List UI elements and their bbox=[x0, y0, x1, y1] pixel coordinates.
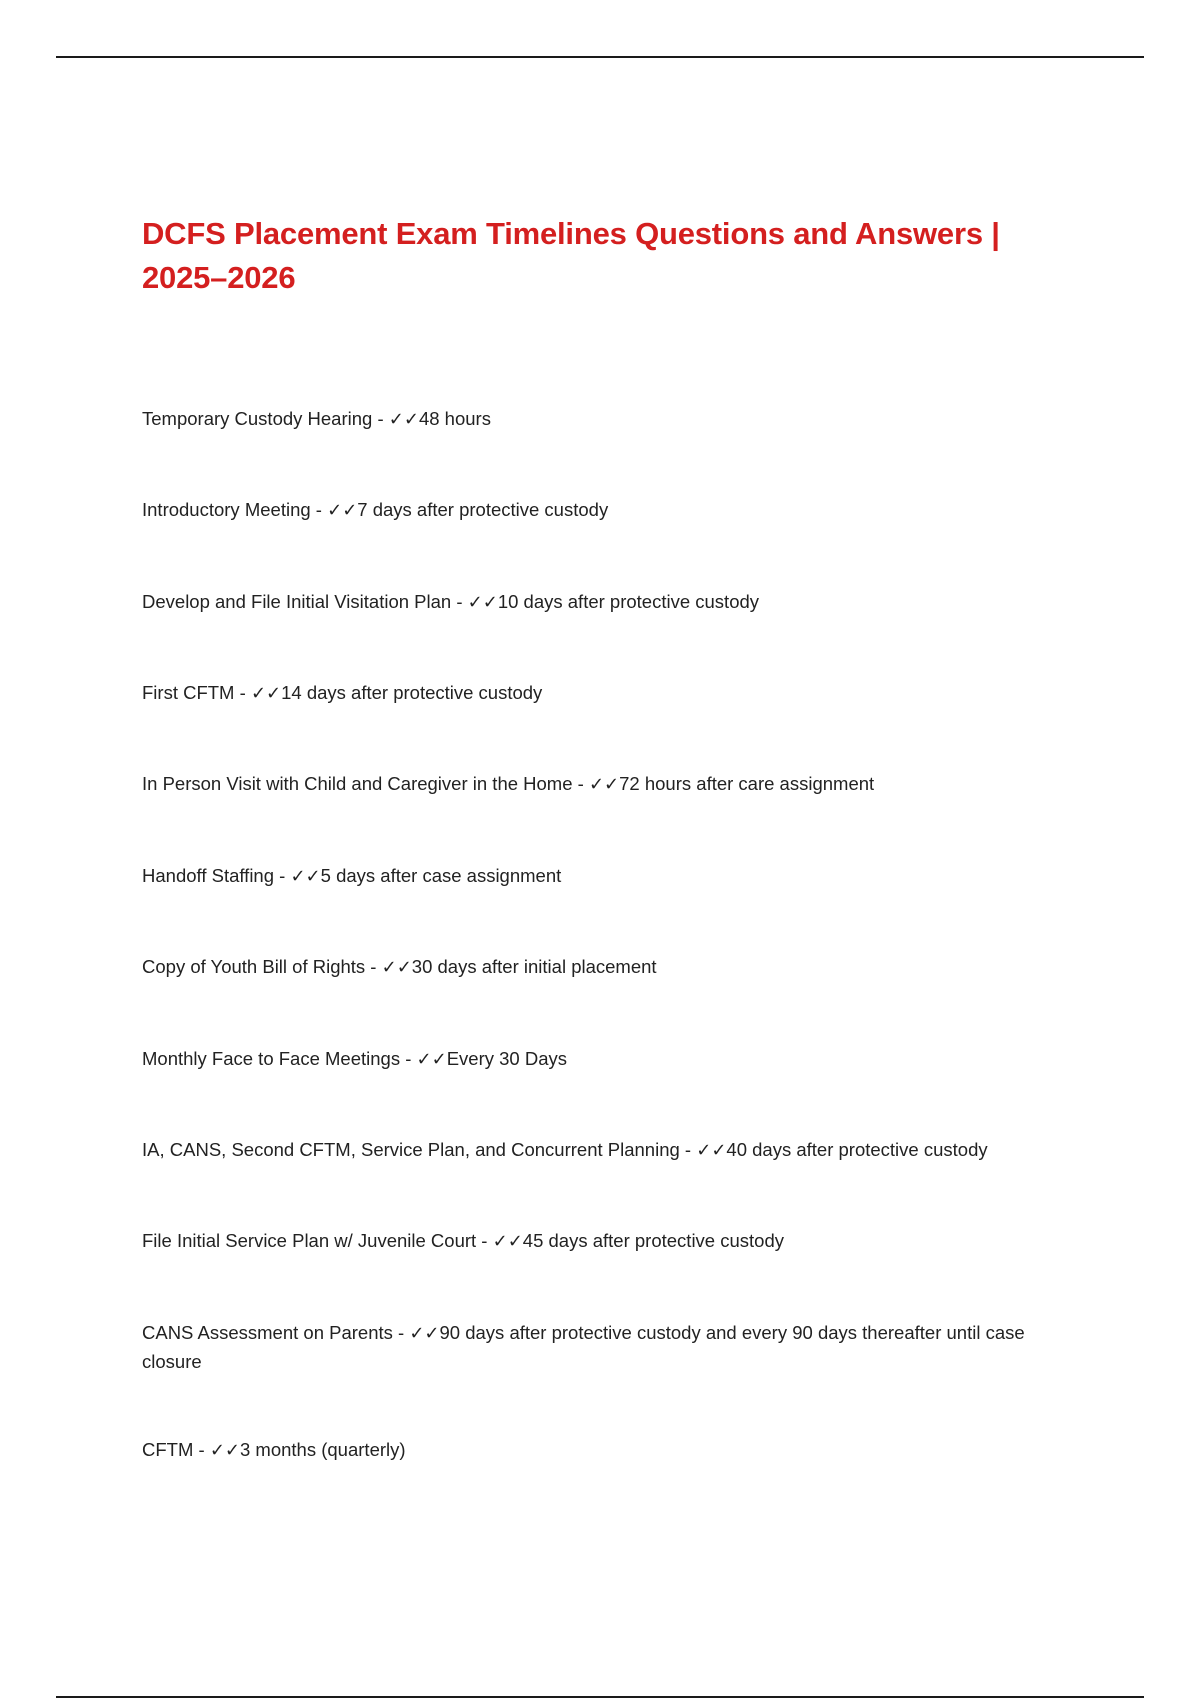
separator: - bbox=[310, 499, 328, 520]
double-check-icon: ✓✓ bbox=[209, 1440, 240, 1461]
qa-item bbox=[142, 1045, 1052, 1074]
separator: - bbox=[392, 1322, 410, 1343]
answer-text: 45 days after protective custody bbox=[522, 1230, 784, 1251]
qa-item bbox=[142, 1227, 1052, 1256]
top-divider bbox=[56, 56, 1144, 58]
double-check-icon: ✓✓ bbox=[327, 500, 358, 521]
double-check-icon: ✓✓ bbox=[588, 774, 620, 795]
answer-text: Every 30 Days bbox=[446, 1048, 568, 1069]
qa-item bbox=[142, 405, 1052, 434]
qa-item bbox=[142, 1436, 1052, 1465]
double-check-icon: ✓✓ bbox=[696, 1140, 727, 1161]
question-text: Handoff Staffing bbox=[142, 865, 275, 886]
double-check-icon: ✓✓ bbox=[492, 1231, 523, 1252]
document-title: DCFS Placement Exam Timelines Questions and Answers | 2025–2026 bbox=[142, 216, 1000, 295]
answer-text: 40 days after protective custody bbox=[726, 1139, 988, 1160]
answer-text: 14 days after protective custody bbox=[281, 682, 543, 703]
answer-text: 7 days after protective custody bbox=[357, 499, 609, 520]
question-text: IA, CANS, Second CFTM, Service Plan, and Concurrent Planning bbox=[142, 1139, 680, 1160]
separator: - bbox=[451, 591, 468, 612]
question-text: First CFTM bbox=[142, 682, 235, 703]
answer-text: 5 days after case assignment bbox=[320, 865, 562, 886]
separator: - bbox=[476, 1230, 493, 1251]
question-text: CFTM bbox=[142, 1439, 194, 1460]
separator: - bbox=[572, 773, 589, 794]
question-text: Monthly Face to Face Meetings bbox=[142, 1048, 401, 1069]
qa-item bbox=[142, 1319, 1052, 1376]
question-text: CANS Assessment on Parents bbox=[142, 1322, 393, 1343]
answer-text: 3 months (quarterly) bbox=[240, 1439, 406, 1460]
separator: - bbox=[679, 1139, 697, 1160]
qa-item bbox=[142, 862, 1052, 891]
answer-text: 90 days after protective custody and every 90 days thereafter until case closure bbox=[142, 1322, 1025, 1372]
separator: - bbox=[365, 956, 382, 977]
qa-item bbox=[142, 770, 1052, 799]
double-check-icon: ✓✓ bbox=[409, 1323, 440, 1344]
separator: - bbox=[274, 865, 291, 886]
separator: - bbox=[372, 408, 389, 429]
bottom-divider bbox=[56, 1696, 1144, 1698]
question-text: File Initial Service Plan w/ Juvenile Court bbox=[142, 1230, 477, 1251]
double-check-icon: ✓✓ bbox=[388, 409, 419, 430]
question-text: Introductory Meeting bbox=[142, 499, 311, 520]
answer-text: 10 days after protective custody bbox=[497, 591, 760, 612]
separator: - bbox=[193, 1439, 210, 1460]
double-check-icon: ✓✓ bbox=[290, 866, 321, 887]
question-text: Develop and File Initial Visitation Plan bbox=[142, 591, 452, 612]
question-text: In Person Visit with Child and Caregiver in the Home bbox=[142, 773, 573, 794]
qa-item bbox=[142, 679, 1052, 708]
double-check-icon: ✓✓ bbox=[467, 592, 498, 613]
answer-text: 48 hours bbox=[418, 408, 491, 429]
question-text: Temporary Custody Hearing bbox=[142, 408, 373, 429]
question-text: Copy of Youth Bill of Rights bbox=[142, 956, 366, 977]
answer-text: 72 hours after care assignment bbox=[619, 773, 875, 794]
qa-item bbox=[142, 1136, 1052, 1165]
answer-text: 30 days after initial placement bbox=[411, 956, 657, 977]
qa-item bbox=[142, 496, 1052, 525]
qa-item bbox=[142, 588, 1052, 617]
double-check-icon: ✓✓ bbox=[416, 1049, 447, 1070]
double-check-icon: ✓✓ bbox=[250, 683, 282, 704]
separator: - bbox=[234, 682, 251, 703]
double-check-icon: ✓✓ bbox=[381, 957, 412, 978]
qa-item bbox=[142, 953, 1052, 982]
separator: - bbox=[400, 1048, 417, 1069]
